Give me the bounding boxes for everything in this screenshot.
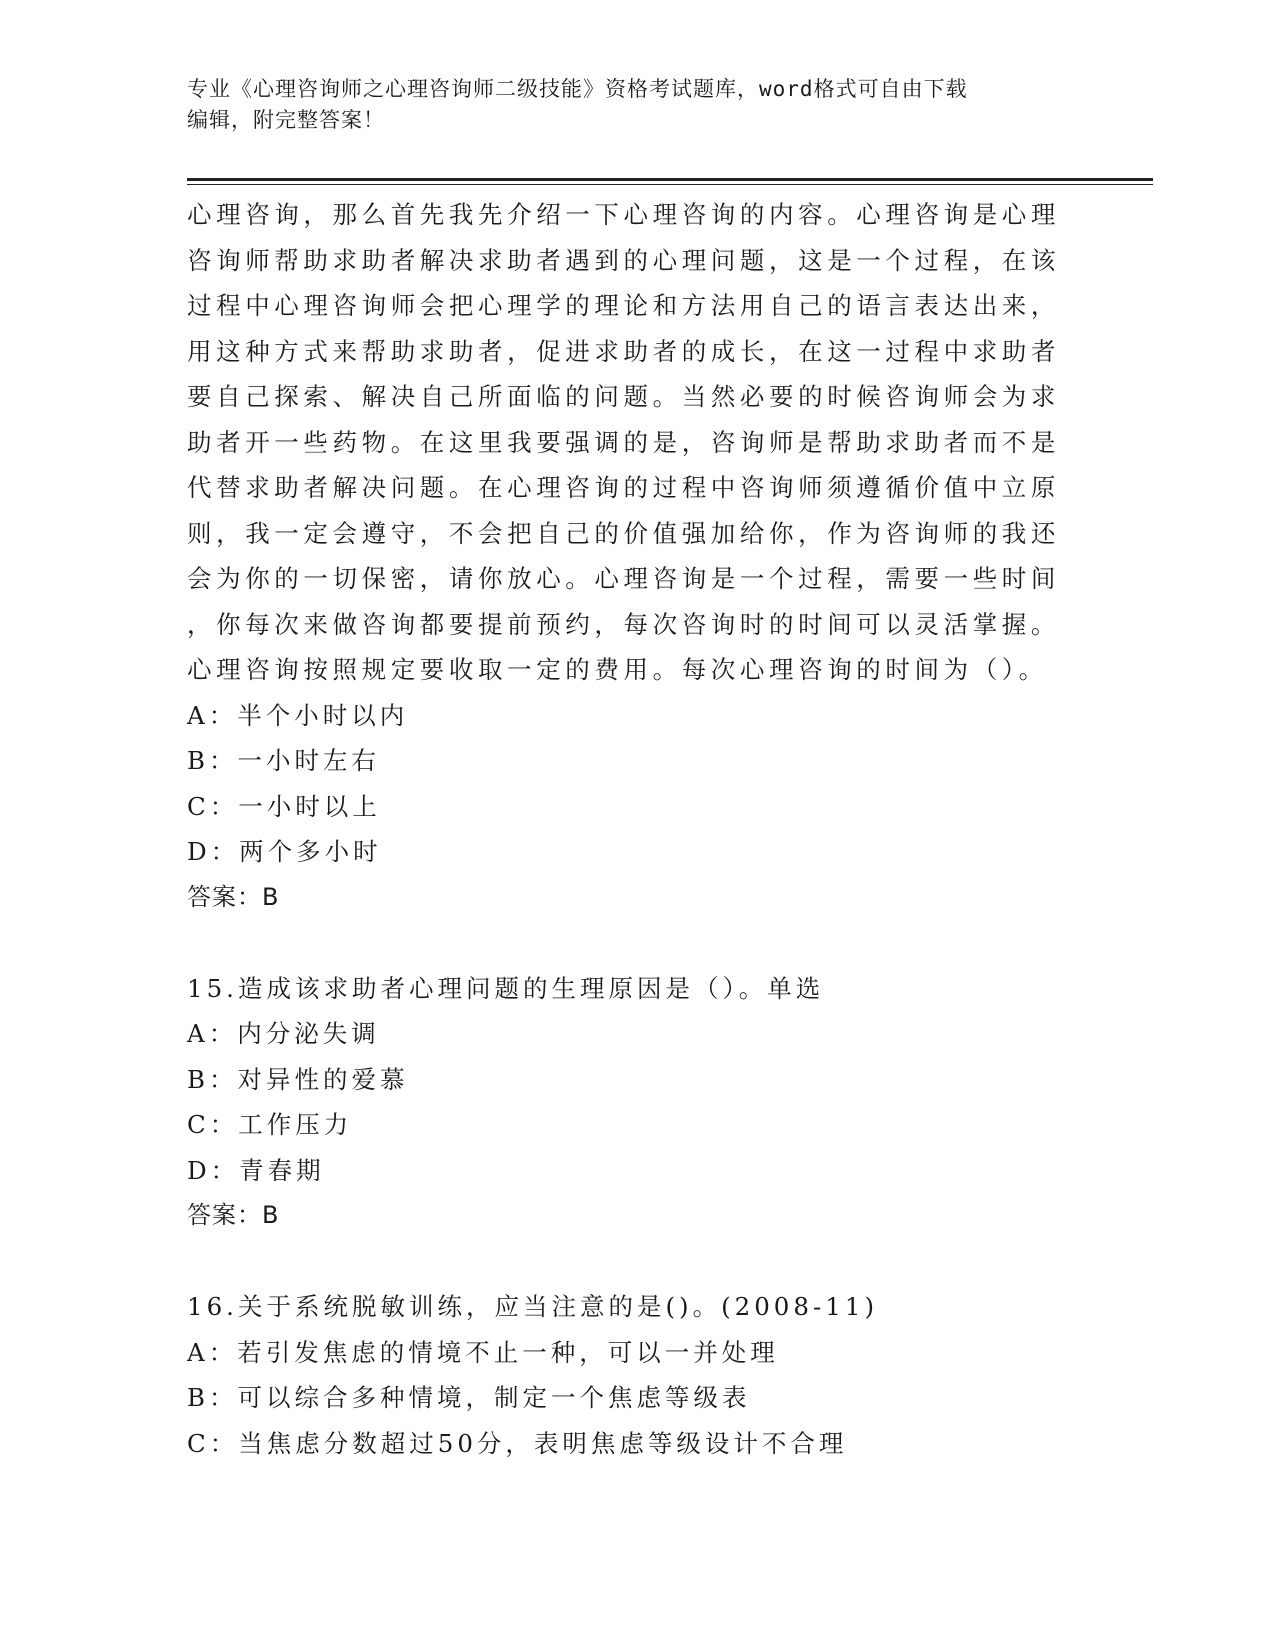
- spacer: [187, 1239, 1067, 1285]
- document-body: [187, 192, 1067, 1466]
- stem-line: 要自己探索、解决自己所面临的问题。当然必要的时候咨询师会为求: [187, 382, 1060, 411]
- stem-line: 则，我一定会遵守，不会把自己的价值强加给你，作为咨询师的我还: [187, 518, 1060, 548]
- header-line-1: 专业《心理咨询师之心理咨询师二级技能》资格考试题库，word格式可自由下载: [187, 77, 968, 101]
- option-a: A：内分泌失调: [187, 1019, 380, 1048]
- stem-line: 代替求助者解决问题。在心理咨询的过程中咨询师须遵循价值中立原: [187, 473, 1060, 502]
- option-a: A：若引发焦虑的情境不止一种，可以一并处理: [187, 1337, 779, 1367]
- option-c: C：一小时以上: [187, 791, 381, 821]
- option-b: B：一小时左右: [187, 746, 381, 775]
- option-b: B：可以综合多种情境，制定一个焦虑等级表: [187, 1383, 751, 1412]
- header-rule-thick: [187, 178, 1153, 181]
- answer: 答案：B: [187, 882, 280, 911]
- stem-line: 过程中心理咨询师会把心理学的理论和方法用自己的语言表达出来，: [187, 291, 1060, 320]
- option-b: B：对异性的爱慕: [187, 1064, 409, 1094]
- header-line-2: 编辑，附完整答案！: [187, 108, 385, 132]
- stem-line: 会为你的一切保密，请你放心。心理咨询是一个过程，需要一些时间: [187, 564, 1060, 593]
- option-c: C：当焦虑分数超过50分，表明焦虑等级设计不合理: [187, 1428, 848, 1458]
- stem-line: ，你每次来做咨询都要提前预约，每次咨询时的时间可以灵活掌握。: [187, 609, 1060, 639]
- answer: 答案：B: [187, 1201, 280, 1229]
- option-d: D：青春期: [187, 1155, 325, 1185]
- spacer: [187, 920, 1067, 966]
- option-a: A：半个小时以内: [187, 700, 409, 730]
- stem-line: 用这种方式来帮助求助者，促进求助者的成长，在这一过程中求助者: [187, 336, 1060, 366]
- question-15-stem: 15.造成该求助者心理问题的生理原因是（）。单选: [187, 973, 825, 1003]
- option-c: C：工作压力: [187, 1110, 353, 1139]
- stem-line: 咨询师帮助求助者解决求助者遇到的心理问题，这是一个过程，在该: [187, 245, 1060, 275]
- header-rule-thin: [187, 184, 1153, 185]
- stem-line: 助者开一些药物。在这里我要强调的是，咨询师是帮助求助者而不是: [187, 427, 1060, 457]
- question-16-stem: 16.关于系统脱敏训练，应当注意的是()。(2008-11): [187, 1292, 878, 1321]
- question-14-stem: [187, 192, 1067, 693]
- stem-line: 心理咨询按照规定要收取一定的费用。每次心理咨询的时间为（）。: [187, 655, 1048, 684]
- document-header: [187, 74, 1067, 136]
- stem-line: 心理咨询，那么首先我先介绍一下心理咨询的内容。心理咨询是心理: [187, 200, 1060, 229]
- option-d: D：两个多小时: [187, 837, 382, 866]
